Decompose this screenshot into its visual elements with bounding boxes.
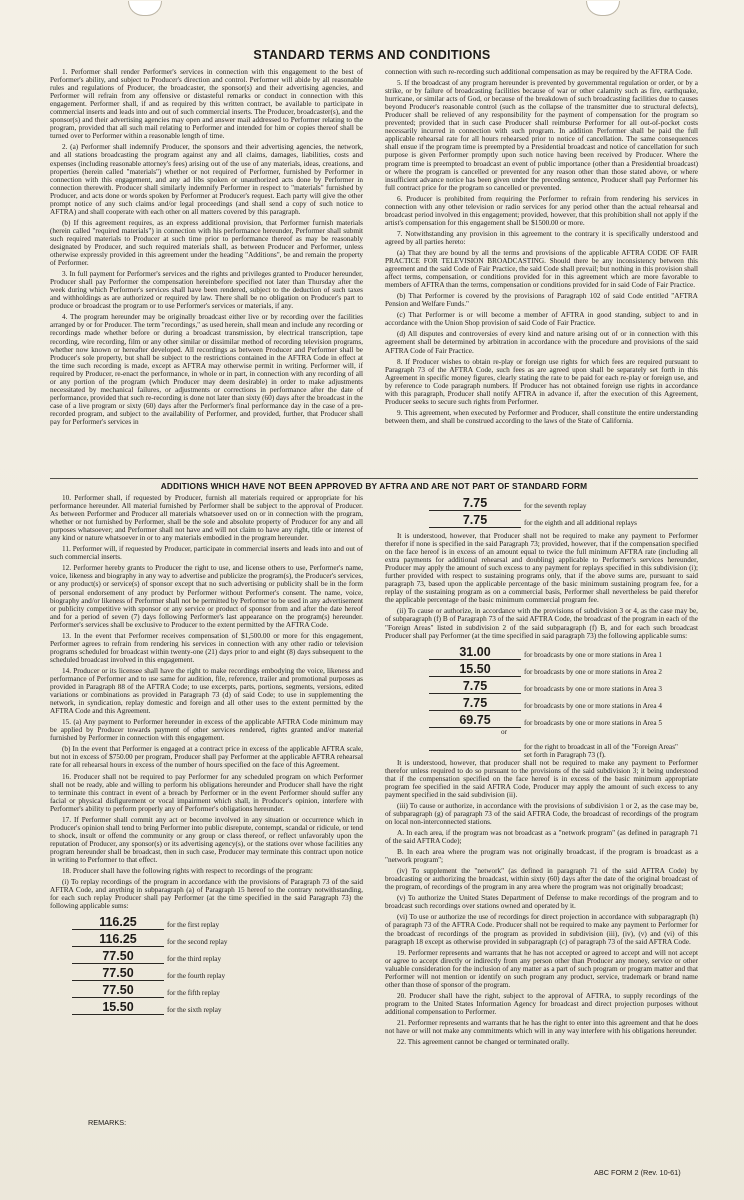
paragraph-11: 11. Performer will, if requested by Producer, participate in commercial inserts and leads into and out of such commercial inserts.	[50, 545, 363, 562]
paragraph-18-iii-b: B. In each area where the program was not originally broadcast, if the program is broadcast as a "network program";	[385, 848, 698, 865]
paragraph-1: 1. Performer shall render Performer's services in connection with this engagement to the best of Performer's ability, and subject to Producer's direction and control. Performer will abide by all reasonable rules and regulations of Producer, the broadcaster, the sponsor(s) and their advertising agencies, and Performer will refrain from any offensive or distasteful remarks or conduct in connection with this engagement. Performer shall, if and as required by this written contract, be available to participate in commercial inserts and leads into and out of such commercial inserts. The Producer, broadcaster(s), and the sponsor(s) and their advertising agencies may open and answer mail addressed to Performer relating to the program, provided that all such mail relating to Performer and intended for him or copies thereof shall be turned over to Performer within a reasonable length of time.	[50, 68, 363, 141]
replay-1-label: for the first replay	[167, 921, 220, 930]
replay-5-label: for the fifth replay	[167, 989, 220, 998]
area-3-amount[interactable]: 7.75	[429, 680, 521, 694]
replay-2-label: for the second replay	[167, 938, 228, 947]
replay-row-7	[429, 494, 698, 511]
paragraph-2a: 2. (a) Performer shall indemnify Producer, the sponsors and their advertising agencies, the network, and all stations broadcasting the program against any and all claims, damages, liabilities, costs and expenses (including reasonable attorney's fees) arising out of the use of any materials, ideas, creations, and properties (herein called "materials") whether or not required of Performer, furnished by Performer in connection with this engagement, and any ad libs spoken or unauthorized acts done by Performer in connection therewith. Producer shall similarly indemnify Performer in respect to "materials" furnished by Producer, and acts done or words spoken by Performer at Producer's request. Each party will give the other prompt notice of any such claims and/or legal proceedings (and shall send a copy of such notice to AFTRA) and shall cooperate with each other on all matters covered by this paragraph.	[50, 143, 363, 216]
area-2-label: for broadcasts by one or more stations in Area 2	[524, 667, 662, 676]
paragraph-7b: (b) That Performer is covered by the provisions of Paragraph 102 of said Code entitled "AFTRA Pension and Welfare Funds."	[385, 292, 698, 309]
additions-right-column	[385, 494, 698, 1154]
replay-3-amount[interactable]: 77.50	[72, 950, 164, 964]
area-row-2	[429, 660, 698, 677]
area-row-4	[429, 694, 698, 711]
replay-row-3	[72, 947, 363, 964]
paragraph-4: 4. The program hereunder may be originally broadcast either live or by recording over the facilities arranged by or for Producer. The term "recordings," as used herein, shall mean and include any recording or recordings made whether before or during a broadcast transmission, by electrical transcription, tape recording, wire recording, film or any other similar or dissimilar method of recording television programs, whether now known or hereafter developed. All recordings as between Producer and Performer shall be Producer's sole property, but shall be subject to the restrictions contained in the AFTRA Code in effect at the time such recording is made, except as AFTRA may otherwise permit in writing. Performer will, if required by Producer, re-enact the performance, in whole or in part, in connection with any recording of all or any portion of the program (which Producer may deem desirable) in order to make adjustments necessitated by mechanical failures, or adjustments or corrections in performance after the date of performance, provided that such re-recording is done not later than sixty (60) days after the broadcast in the case of a live program or sixty (60) days after the Performer's final performance day in the case of a pre-recorded program, and subject to the availability of Performer, and provided, further, that Producer shall pay for Performer's services in	[50, 313, 363, 426]
paragraph-9: 9. This agreement, when executed by Performer and Producer, shall constitute the entire understanding between them, and shall be construed according to the laws of the State of California.	[385, 408, 698, 425]
paragraph-15a: 15. (a) Any payment to Performer hereunder in excess of the applicable AFTRA Code minimum may be applied by Producer towards payment of other services rendered, rights granted and/or material furnished by Performer in connection with this engagement.	[50, 718, 363, 743]
punch-hole-left	[128, 1, 162, 16]
replay-1-amount[interactable]: 116.25	[72, 916, 164, 930]
paragraph-12: 12. Performer hereby grants to Producer the right to use, and license others to use, Performer's name, voice, likeness and biography in any way to advertise and publicize the program(s), the Producer's services, or any product(s) or service(s) of sponsor except that no such advertising or publicity shall be in the form of personal endorsement of any product by Performer without Performer's consent. The name, voice, biography and/or likeness of Performer shall not be permitted by Performer to be used in any advertisement or publicity competitive with sponsor or any service or product of sponsor from and after the date hereof and for a period of seven (7) days following Performer's last appearance on the program(s) hereunder. Performer's services shall be exclusive to Producer to the extent permitted by the AFTRA Code.	[50, 564, 363, 629]
area-row-3	[429, 677, 698, 694]
foreign-all-amount[interactable]	[429, 737, 521, 751]
paragraph-7a: (a) That they are bound by all the terms and provisions of the applicable AFTRA CODE OF FAIR PRACTICE FOR TELEVISION BROADCASTING. Should there be any inconsistency between this agreement and the said Code of Fair Practice, the said Code shall prevail; but nothing in this provision shall affect terms, compensation, or conditions provided for in this agreement which are more favorable to members of AFTRA than the terms, compensation or conditions provided for in said Code of Fair Practice.	[385, 248, 698, 290]
area-row-1	[429, 643, 698, 660]
paragraph-3: 3. In full payment for Performer's services and the rights and privileges granted to Producer hereunder, Producer shall pay Performer the compensation hereinbefore specified not later than Thursday after the week during which Performer's services shall have been rendered, subject to the deduction of such taxes and withholdings as are authorized or required by law. There shall be no obligation on Producer's part to produce or broadcast the program or to use Performer's services or materials, if any.	[50, 270, 363, 311]
foreign-excess-clause: It is understood, however, that producer shall not be required to make any payment to Performer therefor unless required to do so pursuant to the provisions of the said subdivision 3; it being understood that if the compensation specified on the face hereof is in excess of the basic minimum appropriate program fee specified in the said AFTRA Code, Producer may apply the amount of such excess to any payment specified in the said subdivision (ii).	[385, 758, 698, 799]
paragraph-18: 18. Producer shall have the following rights with respect to recordings of the program:	[62, 867, 313, 876]
foreign-all-label: for the right to broadcast in all of the "Foreign Areas" set forth in Paragraph 73 (f).	[524, 742, 678, 759]
paragraph-8: 8. If Producer wishes to obtain re-play or foreign use rights for which fees are required pursuant to Paragraph 73 of the AFTRA Code, such fees as are agreed upon shall be separately set forth in this Agreement in specific money figures, clearly stating the rate to be paid for each re-play or foreign use, and by reference to Code paragraph numbers. If Producer has not obtained foreign use rights in accordance with this paragraph, Producer shall notify AFTRA in advance if, after the execution of this Agreement, Producer seeks to secure such rights from Performer.	[385, 357, 698, 406]
paragraph-13: 13. In the event that Performer receives compensation of $1,500.00 or more for this engagement, Performer agrees to refrain from rendering his services in connection with any other radio or television programs scheduled for broadcast within twenty-one (21) days prior to and eight (8) days subsequent to the scheduled broadcast involved in this engagement.	[50, 631, 363, 664]
paragraph-5: 5. If the broadcast of any program hereunder is prevented by governmental regulation or order, or by a strike, or by failure of broadcasting facilities because of war or other calamity such as fire, earthquake, hurricane, or similar acts of God, or because of the breakdown of such broadcasting facilities due to causes beyond Producer's reasonable control (such as the collapse of the transmitter due to structural defects), Producer shall be relieved of any responsibility for the payment of compensation for the program so prevented; provided that in such case Producer shall reimburse Performer for all out-of-pocket costs necessarily incurred in connection with such program. In addition Performer shall be paid the full applicable rehearsal rate for all hours rehearsed prior to notice of cancellation. The same consequences shall ensue if the program time is preempted by a Presidential broadcast and notice of cancellation for such purpose is given Performer promptly upon such notice having been received by Producer. Where the program time is preempted to broadcast an event of public importance (other than a Presidential broadcast) or where the program is cancelled or prevented for any reason other than those stated above, or where insufficient advance notice has been given under the preceding sentence, Producer shall pay Performer his full contract price for the program so cancelled or prevented.	[385, 79, 698, 192]
paragraph-19: 19. Performer represents and warrants that he has not accepted or agreed to accept and will not accept or agree to accept directly or indirectly from any person other than Producer any money, service or other valuable consideration for the inclusion of any matter as a part of such program or program matter and that Performer will not mention or identify on such program any product, service, trademark or brand name other than those of sponsor of the program.	[385, 948, 698, 989]
paragraph-18-vi: (vi) To use or authorize the use of recordings for direct projection in accordance with subparagraph (h) of paragraph 73 of the AFTRA Code. Producer shall not be required to make any payment to Performer for the broadcast of recordings of the program as provided in subdivision (iii), (iv), (v) and (vi) of this paragraph 18 except as otherwise provided in subparagraph (c) of paragraph 73 of the said AFTRA Code.	[385, 913, 698, 946]
replay-row-1	[72, 913, 363, 930]
form-number: ABC FORM 2 (Rev. 10-61)	[594, 1168, 681, 1177]
area-4-label: for broadcasts by one or more stations in Area 4	[524, 701, 662, 710]
replay-4-amount[interactable]: 77.50	[72, 967, 164, 981]
replay-row-8	[429, 511, 698, 528]
paragraph-16: 16. Producer shall not be required to pay Performer for any scheduled program on which Performer shall not be ready, able and willing to perform his obligations hereunder and Producer shall have the right to terminate this contract in event of a breach by Performer or in the event Performer should suffer any facial or physical disfigurement or vocal impairment which shall, in Producer's opinion, interfere with Performer's ability to perform properly any of Performer's obligations hereunder.	[50, 772, 363, 813]
replay-4-label: for the fourth replay	[167, 972, 226, 981]
replay-5-amount[interactable]: 77.50	[72, 984, 164, 998]
replay-row-4	[72, 964, 363, 981]
paragraph-22: 22. This agreement cannot be changed or terminated orally.	[397, 1038, 570, 1047]
additions-section	[50, 494, 698, 1154]
standard-terms-left-column	[50, 68, 363, 472]
paragraph-18-iv: (iv) To supplement the "network" (as defined in paragraph 71 of the said AFTRA Code) by broadcasting or authorizing the broadcast, within sixty (60) days after the date of the original broadcast of the program, of recordings of the program in any area where the program was not originally broadcast;	[385, 867, 698, 892]
area-5-amount[interactable]: 69.75	[429, 714, 521, 728]
paragraph-10: 10. Performer shall, if requested by Producer, furnish all materials required or appropriate for his performance hereunder. All material furnished by Performer shall be subject to the approval of Producer. As between Performer and Producer all materials whatsoever used on or in connection with the program, whether or not furnished by Performer, shall be the sole and absolute property of Producer for any and all purposes whatsoever; and Performer shall not have and will not claim to have any right, title or interest of any kind or nature whatsoever in or to any materials embodied in the program hereunder.	[50, 494, 363, 543]
replay-2-amount[interactable]: 116.25	[72, 933, 164, 947]
area-1-label: for broadcasts by one or more stations in Area 1	[524, 650, 662, 659]
paragraph-17: 17. If Performer shall commit any act or become involved in any situation or occurrence which in Producer's opinion shall tend to bring Performer into public disrepute, contempt, scandal or ridicule, or tend to shock, insult or offend the community or any group or class thereof, or reflect unfavorably upon the reputation of Producer, any sponsor(s) or its advertising agency(s), or the stations over whose facilities any program hereunder shall be broadcast, then in such case, Producer may terminate this contract upon notice in writing to Performer to that effect.	[50, 815, 363, 864]
paragraph-21: 21. Performer represents and warrants that he has the right to enter into this agreement and that he does not have or will not make any commitments which will in any way interfere with his obligations hereunder.	[385, 1018, 698, 1036]
replay-row-6	[72, 998, 363, 1015]
additions-heading: ADDITIONS WHICH HAVE NOT BEEN APPROVED BY AFTRA AND ARE NOT PART OF STANDARD FORM	[50, 478, 698, 491]
standard-terms-section	[50, 68, 698, 472]
replay-7-amount[interactable]: 7.75	[429, 497, 521, 511]
replay-8-label: for the eighth and all additional replays	[524, 519, 637, 527]
additions-left-column	[50, 494, 363, 1154]
area-1-amount[interactable]: 31.00	[429, 646, 521, 660]
page-title: STANDARD TERMS AND CONDITIONS	[253, 48, 491, 62]
paragraph-7d: (d) All disputes and controversies of every kind and nature arising out of or in connection with this agreement shall be determined by arbitration in accordance with the procedure and provisions of the said AFTRA Code of Fair Practice.	[385, 330, 698, 355]
area-row-5	[429, 711, 698, 728]
paragraph-7: 7. Notwithstanding any provision in this agreement to the contrary it is specifically understood and agreed by all parties hereto:	[385, 229, 698, 246]
replay-3-label: for the third replay	[167, 955, 222, 964]
paragraph-20: 20. Producer shall have the right, subject to the approval of AFTRA, to supply recordings of the program to the United States Information Agency for broadcast and direct projection purposes without additional compensation to Performer.	[385, 991, 698, 1016]
paragraph-7c: (c) That Performer is or will become a member of AFTRA in good standing, subject to and in accordance with the Union Shop provision of said Code of Fair Practice.	[385, 311, 698, 328]
area-4-amount[interactable]: 7.75	[429, 697, 521, 711]
paragraph-2b: (b) If this agreement requires, as an express additional provision, that Performer furnish materials (herein called "required materials") in connection with his performance hereunder, Performer shall submit such required materials to Producer at such time prior to performance thereof as may be reasonably designated by Producer, and such required materials shall, as between Producer and Performer, unless otherwise expressly provided in this agreement under the heading "Additions", be and remain the property of Performer.	[50, 218, 363, 268]
replay-row-5	[72, 981, 363, 998]
area-2-amount[interactable]: 15.50	[429, 663, 521, 677]
area-5-label: for broadcasts by one or more stations in Area 5	[524, 718, 662, 727]
paragraph-18-iii: (iii) To cause or authorize, in accordance with the provisions of subdivision 1 or 2, as the case may be, of subparagraph (g) of paragraph 73 of the said AFTRA Code, the broadcast of recordings of the program on local non-interconnected stations.	[385, 801, 698, 826]
replay-excess-clause: It is understood, however, that Producer shall not be required to make any payment to Performer therefor if none is specified in the said Paragraph 73; provided, however, that if the compensation specified on the face hereof is in excess of an amount equal to twice the full minimum AFTRA rate (including all extra payments for additional rehearsal and doubling) applicable to Performer's services hereunder, Producer may apply the amount of such excess to any payment for replays specified in this subdivision (i); further provided with respect to sustaining programs only, that if the above sums are, pursuant to said paragraph 73, based upon the applicable percentage of the basic minimum sustaining program fee, for a replay of the sustaining program as on a commercial basis, Performer shall nevertheless be paid therefor the applicable percentage of the basic minimum commercial program fee.	[385, 532, 698, 605]
paragraph-18-v: (v) To authorize the United States Department of Defense to make recordings of the program and to broadcast such recordings over stations owned and operated by it.	[385, 894, 698, 911]
foreign-all-row	[429, 737, 698, 759]
paragraph-18-i: (i) To replay recordings of the program in accordance with the provisions of Paragraph 73 of the said AFTRA Code, and anything in subparagraph (a) of Paragraph 15 hereof to the contrary notwithstanding, for each such replay Producer shall pay Performer (at the time specified in the said Paragraph 73) the following applicable sums:	[50, 878, 363, 911]
area-3-label: for broadcasts by one or more stations in Area 3	[524, 684, 662, 693]
paragraph-18-iii-a: A. In each area, if the program was not broadcast as a "network program" (as defined in paragraph 71 of the said AFTRA Code);	[385, 828, 698, 846]
replay-8-amount[interactable]: 7.75	[429, 514, 521, 528]
paragraph-14: 14. Producer or its licensee shall have the right to make recordings embodying the voice, likeness and performance of Performer and to use same for audition, file, reference, trailer and promotional purposes as provided in Paragraph 88 of the AFTRA Code; to use excerpts, parts, portions, segments, versions, edited variations or combinations as provided in Paragraph 73 (d) of said Code; to use in supplementing the network, in syndication, replay domestic and foreign and all other uses to the extent permitted by the AFTRA Code and this Agreement.	[50, 666, 363, 716]
paragraph-15b: (b) In the event that Performer is engaged at a contract price in excess of the applicable AFTRA scale, but not in excess of $750.00 per program, Producer shall pay Performer at the applicable AFTRA rehearsal rate for all rehearsal hours in excess of the number of hours specified on the face of this Agreement.	[50, 745, 363, 770]
paragraph-18-ii: (ii) To cause or authorize, in accordance with the provisions of subdivision 3 or 4, as the case may be, of subparagraph (f) B of Paragraph 73 of the said AFTRA Code, the broadcast of the program in each of the "Foreign Areas" listed in subdivision 2 of the said subparagraph (f) B, and for each such broadcast Producer shall pay Performer (at the time specified in said paragraph 73) the following applicable sums:	[385, 607, 698, 640]
replay-row-2	[72, 930, 363, 947]
standard-terms-right-column	[385, 68, 698, 472]
replay-6-amount[interactable]: 15.50	[72, 1001, 164, 1015]
paragraph-4-cont: connection with such re-recording such additional compensation as may be required by the AFTRA Code.	[385, 68, 693, 76]
remarks-label: REMARKS:	[88, 1118, 127, 1127]
paragraph-6: 6. Producer is prohibited from requiring the Performer to refrain from rendering his services in connection with any other television or radio services for any period other than the actual rehearsal and broadcast period involved in this engagement; provided, however, that this prohibition shall not apply if the artist's compensation for this engagement shall be $1500.00 or more.	[385, 194, 698, 227]
area-or-label: or	[501, 727, 507, 736]
replay-6-label: for the sixth replay	[167, 1006, 222, 1015]
punch-hole-right	[586, 1, 620, 16]
replay-7-label: for the seventh replay	[524, 502, 587, 510]
